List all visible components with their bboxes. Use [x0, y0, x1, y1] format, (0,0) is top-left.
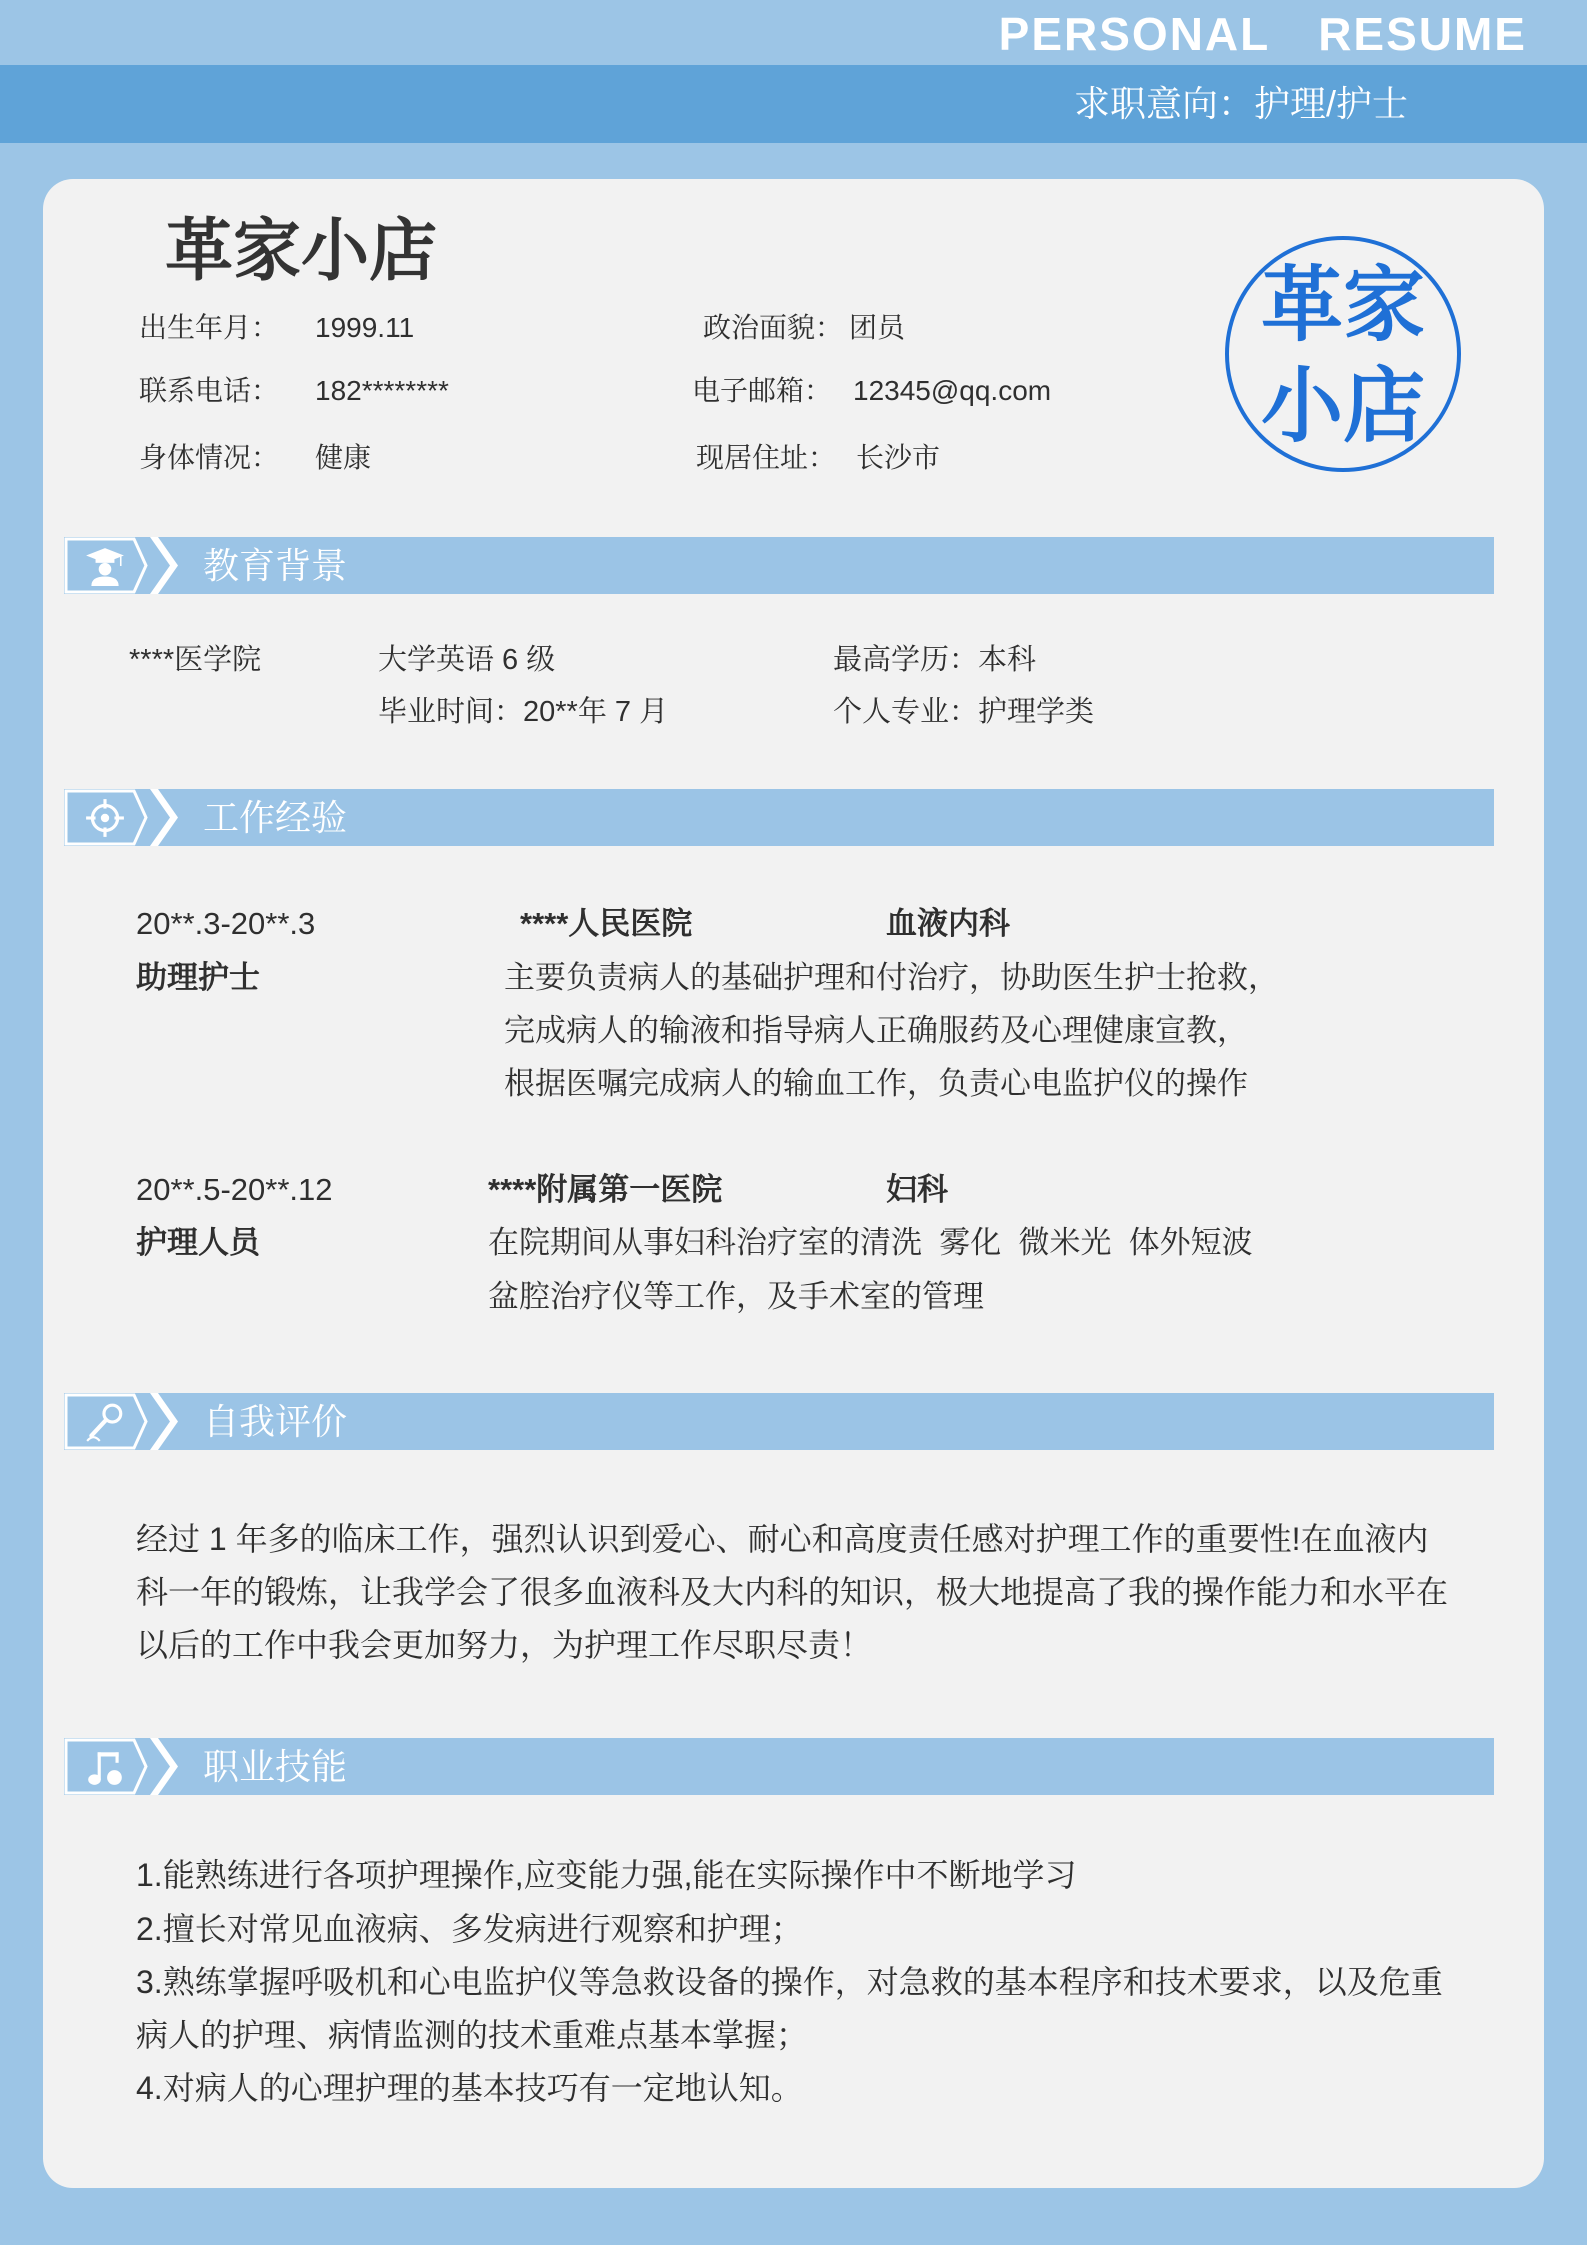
skill-line: 2.擅长对常见血液病、多发病进行观察和护理； — [136, 1911, 803, 1947]
section-title-work: 工作经验 — [203, 797, 348, 838]
microphone-icon — [84, 1401, 126, 1443]
section-title-education: 教育背景 — [203, 545, 348, 586]
work-description-line: 完成病人的输液和指导病人正确服药及心理健康宣教， — [504, 1013, 1248, 1048]
work-description-line: 盆腔治疗仪等工作，及手术室的管理 — [488, 1279, 984, 1314]
education-highest-degree: 最高学历：本科 — [833, 644, 1037, 676]
work-description-line: 在院期间从事妇科治疗室的清洗 雾化 微米光 体外短波 — [488, 1225, 1253, 1260]
self-evaluation-line: 科一年的锻炼，让我学会了很多血液科及大内科的知识，极大地提高了我的操作能力和水平在 — [136, 1574, 1449, 1610]
candidate-name: 革家小店 — [165, 213, 438, 289]
resume-card — [43, 179, 1544, 2188]
politics-value: 团员 — [849, 312, 906, 343]
name-stamp — [1223, 234, 1463, 474]
stamp-text-bottom: 小店 — [1260, 358, 1426, 454]
education-graduation-time: 毕业时间：20**年 7 月 — [378, 696, 669, 728]
email-label: 电子邮箱： — [692, 375, 833, 406]
education-english-level: 大学英语 6 级 — [378, 644, 556, 676]
work-hospital: ****附属第一医院 — [488, 1172, 723, 1207]
section-title-skills: 职业技能 — [203, 1746, 348, 1787]
section-header-work — [64, 789, 1494, 846]
skill-line: 病人的护理、病情监测的技术重难点基本掌握； — [136, 2017, 809, 2053]
education-school: ****医学院 — [129, 644, 262, 676]
target-icon — [84, 797, 126, 839]
work-hospital: ****人民医院 — [520, 906, 693, 941]
birth-value: 1999.11 — [315, 312, 415, 343]
work-position: 助理护士 — [136, 960, 260, 995]
resume-title: PERSONAL RESUME — [998, 8, 1527, 60]
work-period: 20**.5-20**.12 — [136, 1172, 333, 1207]
skill-line: 3.熟练掌握呼吸机和心电监护仪等急救设备的操作，对急救的基本程序和技术要求，以及危重 — [136, 1964, 1443, 2000]
address-label: 现居住址： — [696, 442, 837, 473]
work-department: 妇科 — [886, 1172, 948, 1207]
address-value: 长沙市 — [856, 442, 941, 473]
header-strip — [0, 0, 1587, 65]
health-value: 健康 — [315, 442, 372, 473]
section-header-education — [64, 537, 1494, 594]
work-department: 血液内科 — [886, 906, 1010, 941]
work-period: 20**.3-20**.3 — [136, 906, 316, 941]
job-objective: 求职意向：护理/护士 — [1074, 83, 1409, 124]
self-evaluation-line: 经过 1 年多的临床工作，强烈认识到爱心、耐心和高度责任感对护理工作的重要性!在血液内 — [136, 1521, 1429, 1557]
work-description-line: 主要负责病人的基础护理和付治疗，协助医生护士抢救， — [504, 960, 1279, 995]
education-major: 个人专业：护理学类 — [833, 696, 1095, 728]
skill-line: 4.对病人的心理护理的基本技巧有一定地认知。 — [136, 2070, 803, 2106]
section-title-self-evaluation: 自我评价 — [203, 1401, 348, 1442]
politics-label: 政治面貌： — [703, 312, 844, 343]
section-header-self-evaluation — [64, 1393, 1494, 1450]
objective-band — [0, 65, 1587, 143]
work-description-line: 根据医嘱完成病人的输血工作，负责心电监护仪的操作 — [504, 1066, 1248, 1101]
health-label: 身体情况： — [139, 442, 280, 473]
skill-line: 1.能熟练进行各项护理操作,应变能力强,能在实际操作中不断地学习 — [136, 1857, 1077, 1893]
phone-label: 联系电话： — [139, 375, 280, 406]
work-position: 护理人员 — [136, 1225, 260, 1260]
birth-label: 出生年月： — [139, 312, 280, 343]
music-note-icon — [84, 1746, 126, 1788]
self-evaluation-line: 以后的工作中我会更加努力，为护理工作尽职尽责！ — [136, 1627, 873, 1663]
phone-value: 182******** — [315, 375, 449, 406]
graduation-cap-icon — [84, 545, 126, 587]
email-value: 12345@qq.com — [853, 375, 1052, 406]
stamp-text-top: 革家 — [1260, 257, 1426, 353]
section-header-skills — [64, 1738, 1494, 1795]
